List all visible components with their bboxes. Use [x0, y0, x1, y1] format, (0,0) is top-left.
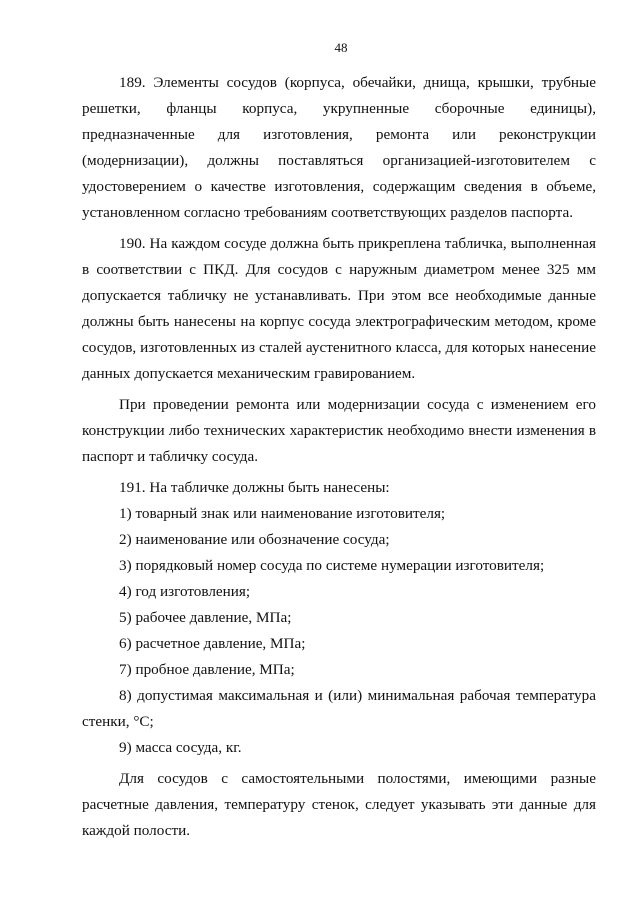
list-item: 5) рабочее давление, МПа;	[119, 609, 292, 626]
paragraph-191: 191. На табличке должны быть нанесены:	[119, 479, 390, 496]
list-item: 3) порядковый номер сосуда по системе нумерации изготовителя;	[119, 557, 545, 574]
paragraph-190: 190. На каждом сосуде должна быть прикреплена табличка, выполненная в соответствии с ПКД. Для сосудов с наружным диаметром менее 325 мм допускается табличку не устанавливать. При этом все необходимые данные должны быть нанесены на корпус сосуда электрографическим методом, кроме сосудов, изготовленных из сталей аустенитного класса, для которых нанесение данных допускается механическим гравированием.	[82, 235, 596, 382]
document-body	[82, 70, 596, 844]
list-item: 8) допустимая максимальная и (или) минимальная рабочая температура стенки, °С;	[82, 687, 596, 730]
paragraph-repair-note: При проведении ремонта или модернизации сосуда с изменением его конструкции либо технических характеристик необходимо внести изменения в паспорт и табличку сосуда.	[82, 396, 596, 465]
list-item: 2) наименование или обозначение сосуда;	[119, 531, 390, 548]
list-item: 9) масса сосуда, кг.	[119, 739, 242, 756]
list-item: 7) пробное давление, МПа;	[119, 661, 295, 678]
paragraph-189: 189. Элементы сосудов (корпуса, обечайки, днища, крышки, трубные решетки, фланцы корпуса, укрупненные сборочные единицы), предназначенные для изготовления, ремонта или реконструкции (модернизации), должны поставляться организацией-изготовителем с удостоверением о качестве изготовления, содержащим сведения в объеме, установленном согласно требованиям соответствующих разделов паспорта.	[82, 74, 596, 221]
list-item: 6) расчетное давление, МПа;	[119, 635, 306, 652]
paragraph-cavities-note: Для сосудов с самостоятельными полостями, имеющими разные расчетные давления, температуру стенок, следует указывать эти данные для каждой полости.	[82, 770, 596, 839]
list-item: 4) год изготовления;	[119, 583, 251, 600]
list-item: 1) товарный знак или наименование изготовителя;	[119, 505, 446, 522]
page-number: 48	[334, 40, 348, 55]
